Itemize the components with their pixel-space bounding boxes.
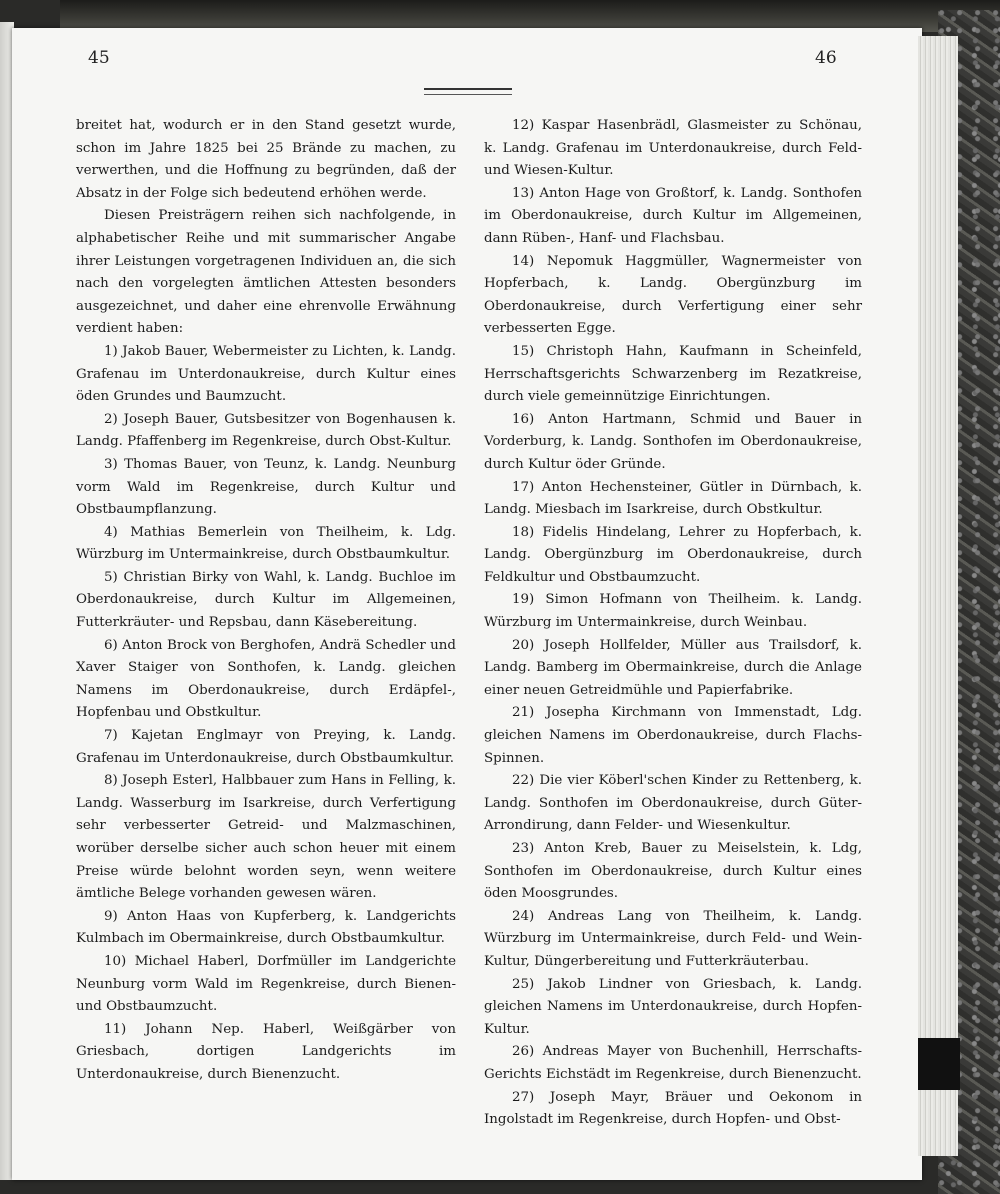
paragraph: 17) Anton Hechensteiner, Gütler in Dürnbach, k. Landg. Miesbach im Isarkreise, durch Obstkultur. <box>484 479 862 518</box>
paragraph: 20) Joseph Hollfelder, Müller aus Trailsdorf, k. Landg. Bamberg im Obermainkreise, durch die Anlage einer neuen Getreidmühle und Papierfabrike. <box>484 637 862 698</box>
paragraph: 9) Anton Haas von Kupferberg, k. Landgerichts Kulmbach im Obermainkreise, durch Obstbaumkultur. <box>76 908 456 947</box>
paragraph: 2) Joseph Bauer, Gutsbesitzer von Bogenhausen k. Landg. Pfaffenberg im Regenkreise, durch Obst-Kultur. <box>76 411 456 450</box>
paragraph: 16) Anton Hartmann, Schmid und Bauer in Vorderburg, k. Landg. Sonthofen im Oberdonaukreise, durch Kultur öder Gründe. <box>484 411 862 472</box>
left-text-column <box>76 115 456 1087</box>
paragraph: 12) Kaspar Hasenbrädl, Glasmeister zu Schönau, k. Landg. Grafenau im Unterdonaukreise, durch Feld- und Wiesen-Kultur. <box>484 118 862 179</box>
paragraph: Diesen Preisträgern reihen sich nachfolgende, in alphabetischer Reihe und mit summarischer Angabe ihrer Leistungen vorgetragenen Individuen an, die sich nach den vorgelegten ämtlichen Attesten besonders ausgezeichnet, und daher eine ehrenvolle Erwähnung verdient haben: <box>76 208 456 337</box>
paragraph: 8) Joseph Esterl, Halbbauer zum Hans in Felling, k. Landg. Wasserburg im Isarkreise, durch Verfertigung sehr verbesserter Getreid- und Malzmaschinen, worüber derselbe sicher auch schon heuer mit einem Preise würde belohnt worden seyn, wenn weitere ämtliche Belege vorhanden gewesen wären. <box>76 773 456 902</box>
paragraph: 11) Johann Nep. Haberl, Weißgärber von Griesbach, dortigen Landgerichts im Unterdonaukreise, durch Bienenzucht. <box>76 1021 456 1082</box>
paragraph: 4) Mathias Bemerlein von Theilheim, k. Ldg. Würzburg im Untermainkreise, durch Obstbaumkultur. <box>76 524 456 563</box>
paragraph: 26) Andreas Mayer von Buchenhill, Herrschafts-Gerichts Eichstädt im Regenkreise, durch Bienenzucht. <box>484 1044 862 1082</box>
paragraph: 19) Simon Hofmann von Theilheim. k. Landg. Würzburg im Untermainkreise, durch Weinbau. <box>484 592 862 631</box>
paragraph: 21) Josepha Kirchmann von Immenstadt, Ldg. gleichen Namens im Oberdonaukreise, durch Flachs-Spinnen. <box>484 705 862 766</box>
page-stack-edge <box>918 36 958 1156</box>
paragraph: 10) Michael Haberl, Dorfmüller im Landgerichte Neunburg vorm Wald im Regenkreise, durch Bienen- und Obstbaumzucht. <box>76 953 456 1015</box>
paragraph: 5) Christian Birky von Wahl, k. Landg. Buchloe im Oberdonaukreise, durch Kultur im Allgemeinen, Futterkräuter- und Repsbau, dann Käsebereitung. <box>76 569 456 631</box>
page-number-left: 45 <box>88 48 110 68</box>
paragraph: 22) Die vier Köberl'schen Kinder zu Rettenberg, k. Landg. Sonthofen im Oberdonaukreise, durch Güter-Arrondirung, dann Felder- und Wiesenkultur. <box>484 773 862 834</box>
bookmark-tab <box>918 1038 960 1090</box>
paragraph: 18) Fidelis Hindelang, Lehrer zu Hopferbach, k. Landg. Obergünzburg im Oberdonaukreise, durch Feldkultur und Obstbaumzucht. <box>484 524 862 585</box>
paragraph: 24) Andreas Lang von Theilheim, k. Landg. Würzburg im Untermainkreise, durch Feld- und Wein-Kultur, Düngerbereitung und Futterkräuterbau. <box>484 908 862 969</box>
paragraph: 7) Kajetan Englmayr von Preying, k. Landg. Grafenau im Unterdonaukreise, durch Obstbaumkultur. <box>76 728 456 766</box>
paragraph: 27) Joseph Mayr, Bräuer und Oekonom in Ingolstadt im Regenkreise, durch Hopfen- und Obst- <box>484 1089 862 1128</box>
paragraph: 6) Anton Brock von Berghofen, Andrä Schedler und Xaver Staiger von Sonthofen, k. Landg. gleichen Namens im Oberdonaukreise, durch Erdäpfel-, Hopfenbau und Obstkultur. <box>76 637 456 721</box>
page-number-right: 46 <box>815 48 837 68</box>
paragraph: breitet hat, wodurch er in den Stand gesetzt wurde, schon im Jahre 1825 bei 25 Brände zu machen, zu verwerthen, und die Hoffnung zu begründen, daß der Absatz in der Folge sich bedeutend erhöhen werde. <box>76 118 456 201</box>
paragraph: 3) Thomas Bauer, von Teunz, k. Landg. Neunburg vorm Wald im Regenkreise, durch Kultur und Obstbaumpflanzung. <box>76 456 456 518</box>
paragraph: 15) Christoph Hahn, Kaufmann in Scheinfeld, Herrschaftsgerichts Schwarzenberg im Rezatkreise, durch viele gemeinnützige Einrichtungen. <box>484 343 862 405</box>
paragraph: 23) Anton Kreb, Bauer zu Meiselstein, k. Ldg, Sonthofen im Oberdonaukreise, durch Kultur eines öden Moosgrundes. <box>484 841 862 902</box>
paragraph: 14) Nepomuk Haggmüller, Wagnermeister von Hopferbach, k. Landg. Obergünzburg im Oberdonaukreise, durch Verfertigung einer sehr verbesserten Egge. <box>484 253 862 337</box>
header-rule <box>424 88 512 90</box>
paragraph: 1) Jakob Bauer, Webermeister zu Lichten, k. Landg. Grafenau im Unterdonaukreise, durch Kultur eines öden Grundes und Baumzucht. <box>76 343 456 405</box>
paragraph: 25) Jakob Lindner von Griesbach, k. Landg. gleichen Namens im Unterdonaukreise, durch Hopfen-Kultur. <box>484 976 862 1037</box>
paragraph: 13) Anton Hage von Großtorf, k. Landg. Sonthofen im Oberdonaukreise, durch Kultur im Allgemeinen, dann Rüben-, Hanf- und Flachsbau. <box>484 185 862 246</box>
right-text-column <box>484 115 862 1132</box>
